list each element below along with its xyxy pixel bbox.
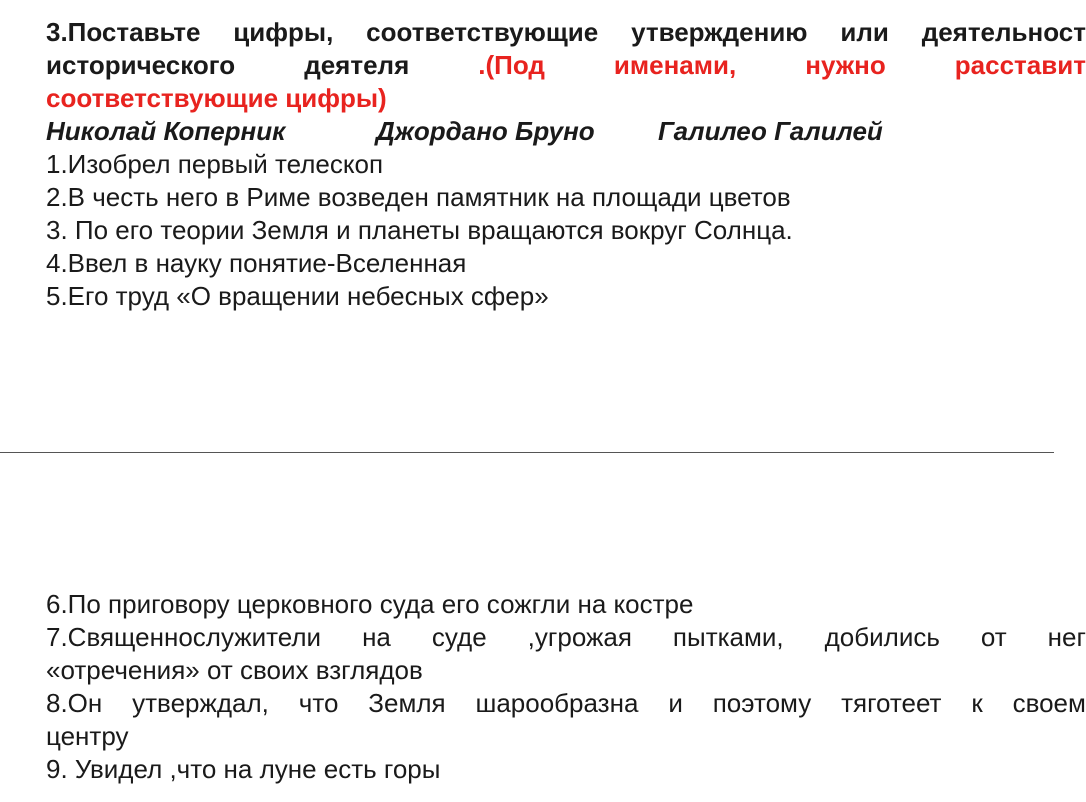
names-row — [46, 115, 1086, 148]
heading-word: деятельност — [921, 17, 1086, 47]
instruction-word: именами, — [613, 50, 737, 80]
statement-word: на — [362, 622, 391, 652]
statement-word: к — [971, 688, 983, 718]
instruction-word: нужно — [805, 50, 886, 80]
heading-word: утверждению — [631, 17, 808, 47]
heading-word: деятеля — [304, 50, 410, 80]
instruction-word: расставит — [954, 50, 1086, 80]
statement-word: нег — [1047, 622, 1086, 652]
statement-word: 7.Священнослужители — [46, 622, 322, 652]
name-galileo: Галилео Галилей — [658, 116, 883, 146]
page-divider — [0, 452, 1054, 453]
statement-5: 5.Его труд «О вращении небесных сфер» — [46, 281, 549, 311]
heading-word: цифры, — [233, 17, 334, 47]
document-page-1 — [46, 16, 1086, 313]
instruction-word: .(Под — [478, 50, 545, 80]
statement-8-line-2: центру — [46, 721, 129, 751]
statement-word: Земля — [368, 688, 446, 718]
task-heading-line-2 — [46, 49, 1086, 82]
statement-4: 4.Ввел в науку понятие-Вселенная — [46, 248, 467, 278]
statement-word: что — [298, 688, 339, 718]
statement-8-line-1 — [46, 687, 1086, 720]
statement-6: 6.По приговору церковного суда его сожгли на костре — [46, 589, 694, 619]
statement-word: от — [980, 622, 1007, 652]
statement-7-line-2: «отречения» от своих взглядов — [46, 655, 423, 685]
statement-word: тяготеет — [841, 688, 942, 718]
statement-word: 8.Он — [46, 688, 103, 718]
statement-word: суде — [431, 622, 487, 652]
statement-2: 2.В честь него в Риме возведен памятник на площади цветов — [46, 182, 791, 212]
name-copernicus: Николай Коперник — [46, 116, 286, 146]
statement-word: поэтому — [712, 688, 812, 718]
statement-3: 3. По его теории Земля и планеты вращаются вокруг Солнца. — [46, 215, 793, 245]
heading-word: исторического — [46, 50, 236, 80]
statement-word: своем — [1012, 688, 1086, 718]
statement-word: шарообразна — [475, 688, 639, 718]
statement-word: и — [668, 688, 683, 718]
task-heading-line-1 — [46, 16, 1086, 49]
statement-word: ,угрожая — [527, 622, 632, 652]
statement-word: добились — [824, 622, 940, 652]
statement-word: утверждал, — [132, 688, 269, 718]
name-bruno: Джордано Бруно — [376, 116, 595, 146]
heading-word: 3.Поставьте — [46, 17, 201, 47]
statement-9: 9. Увидел ,что на луне есть горы — [46, 754, 441, 784]
statement-1: 1.Изобрел первый телескоп — [46, 149, 384, 179]
heading-word: соответствующие — [366, 17, 599, 47]
statement-word: пытками, — [672, 622, 784, 652]
document-page-2 — [46, 588, 1086, 786]
heading-word: или — [840, 17, 889, 47]
task-instruction-line-3: соответствующие цифры) — [46, 83, 387, 113]
statement-7-line-1 — [46, 621, 1086, 654]
